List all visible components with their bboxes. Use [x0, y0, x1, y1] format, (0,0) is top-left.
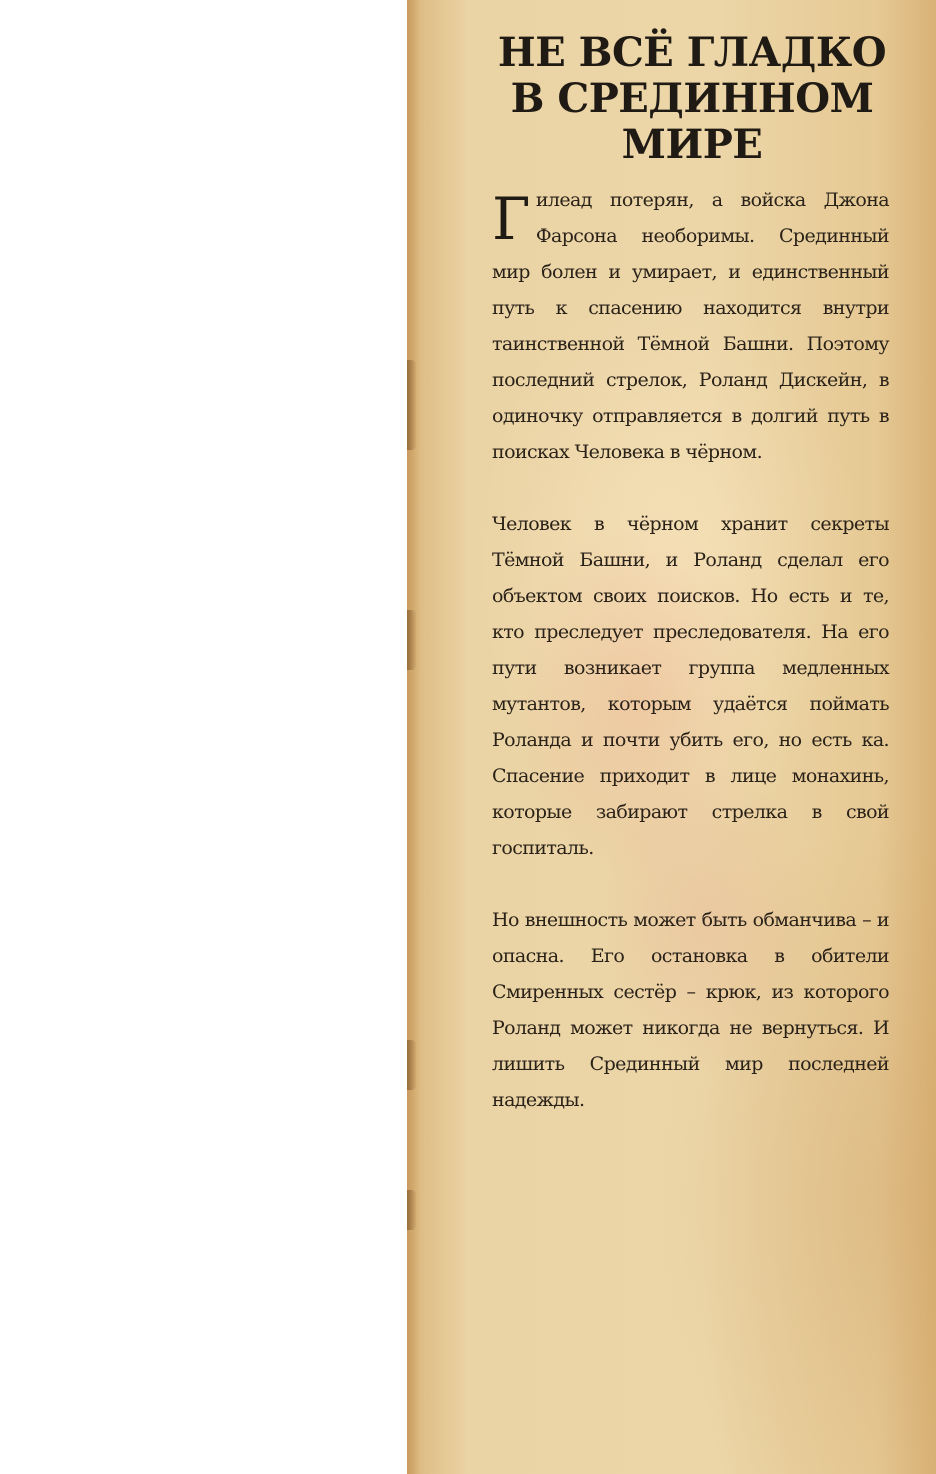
blurb-text [492, 182, 889, 1154]
page-title: НЕ ВСЁ ГЛАДКО В СРЕДИННОМ МИРЕ [497, 29, 887, 168]
paragraph-1 [492, 182, 889, 470]
paragraph-3: Но внешность может быть обманчива – и опасна. Его остановка в обители Смиренных сестёр – крюк, из которого Роланд может никогда не вернуться. И лишить Срединный мир последней надежды. [492, 909, 889, 1111]
drop-cap: Г [492, 185, 530, 253]
paragraph-1-text: илеад потерян, а войска Джона Фарсона необоримы. Срединный мир болен и умирает, и единственный путь к спасению находится внутри таинственной Тёмной Башни. Поэтому последний стрелок, Роланд Дискейн, в одиночку отправляется в долгий путь в поисках Человека в чёрном. [492, 189, 889, 463]
edge-stain [407, 360, 417, 450]
edge-stain [407, 610, 417, 670]
edge-stain [407, 1040, 417, 1090]
paragraph-2: Человек в чёрном хранит секреты Тёмной Башни, и Роланд сделал его объектом своих поисков. Но есть и те, кто преследует преследователя. На его пути возникает группа медленных мутантов, которым удаётся поймать Роланда и почти убить его, но есть ка. Спасение приходит в лице монахинь, которые забирают стрелка в свой госпиталь. [492, 513, 889, 859]
edge-stain [407, 1190, 417, 1230]
parchment-panel [407, 0, 936, 1474]
